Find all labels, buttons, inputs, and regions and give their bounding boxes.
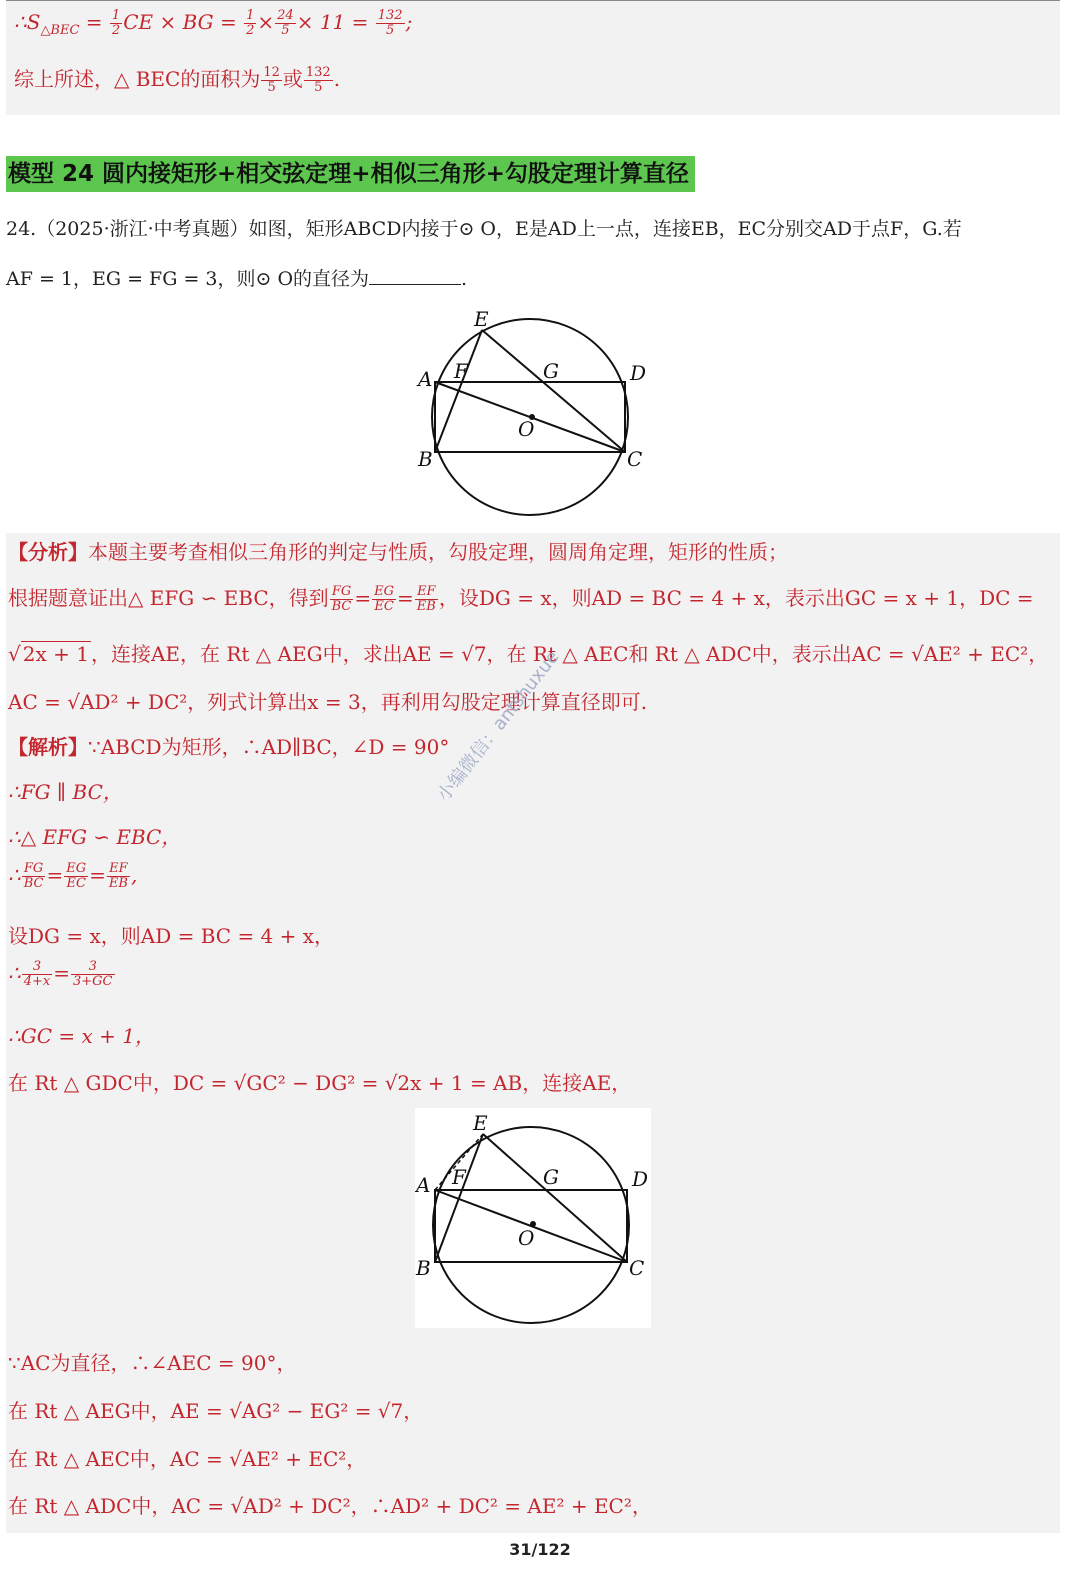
label-b: B [418,447,433,471]
summary-line: 综上所述，△ BEC的面积为 $\frac{12}{5}$ 或 $\frac{132}{5}$ . [14,65,341,95]
solution-line-9: ∵AC为直径，∴∠AEC = 90°， [8,1351,297,1375]
problem-line-2: AF = 1，EG = FG = 3，则⊙ O的直径为 . [6,268,468,290]
solution-line-2: ∴FG ∥ BC， [8,780,123,804]
solution-line-10: 在 Rt △ AEG中，AE = √AG² − EG² = √7， [8,1399,424,1423]
solution-line-5: 设DG = x，则AD = BC = 4 + x， [8,924,335,948]
label-f-2: F [452,1165,466,1189]
solution-line-4: ∴ $\frac{FG}{BC}$ = $\frac{EG}{EC}$ = $\frac{EF}{EB}$ , [8,861,138,891]
model-heading: 模型 24 圆内接矩形+相交弦定理+相似三角形+勾股定理计算直径 [6,156,695,192]
label-f: F [454,359,468,383]
watermark: 小编微信：antshuxue [433,646,564,806]
geometry-figure-2 [415,1108,651,1328]
problem-line-1: 24.（2025·浙江·中考真题）如图，矩形ABCD内接于⊙ O，E是AD上一点，连接EB，EC分别交AD于点F，G.若 [6,218,962,240]
label-b-2: B [416,1256,431,1280]
geometry-figure-1 [410,302,660,524]
answer-blank [369,284,461,285]
previous-solution-block [6,0,1060,115]
segment-ec [482,330,625,452]
analysis-line-2: 根据题意证出△ EFG ∽ EBC，得到 $\frac{FG}{BC}$ = $\frac{EG}{EC}$ = $\frac{EF}{EB}$ ，设DG = x，则AD = BC = 4 + x，表示出GC = x + 1，DC = [8,584,1034,614]
solution-line-1: 【解析】∵ABCD为矩形，∴AD∥BC，∠D = 90° [8,735,450,759]
analysis-line-3: √ 2x + 1 ，连接AE，在 Rt △ AEG中，求出AE = √7，在 Rt △ AEC和 Rt △ ADC中，表示出AC = √AE² + EC²， [8,642,1049,666]
solution-line-11: 在 Rt △ AEC中，AC = √AE² + EC²， [8,1447,367,1471]
segment-ec-2 [483,1134,627,1262]
analysis-line-4: AC = √AD² + DC²，列式计算出x = 3，再利用勾股定理计算直径即可. [8,690,648,714]
label-d: D [630,361,647,385]
label-e-2: E [473,1111,488,1135]
label-a-2: A [416,1173,431,1197]
solution-line-8: 在 Rt △ GDC中，DC = √GC² − DG² = √2x + 1 = AB，连接AE， [8,1071,632,1095]
label-a: A [418,367,433,391]
solution-line-3: ∴△ EFG ∽ EBC， [8,825,182,849]
label-g: G [543,359,559,383]
label-e: E [474,307,489,331]
label-c-2: C [629,1256,645,1280]
analysis-line-1: 【分析】本题主要考查相似三角形的判定与性质，勾股定理，圆周角定理，矩形的性质； [8,540,788,564]
label-d-2: D [632,1167,649,1191]
solution-line-12: 在 Rt △ ADC中，AC = √AD² + DC²，∴AD² + DC² = AE² + EC²， [8,1494,652,1518]
label-c: C [627,447,643,471]
solution-line-7: ∴GC = x + 1， [8,1024,155,1048]
label-g-2: G [543,1165,559,1189]
label-o: O [518,417,535,441]
label-o-2: O [518,1226,535,1250]
solution-line-6: ∴ $\frac{3}{4+x}$ = $\frac{3}{3+GC}$ [8,959,113,989]
page-number: 31/122 [509,1540,571,1559]
area-calculation-line: $\therefore S_{\triangle BEC}$ = $\frac{1}{2}$ CE × BG = $\frac{1}{2}$ × $\frac{24}{5}$ × 11 = $\frac{132}{5}$ ; [14,8,413,38]
